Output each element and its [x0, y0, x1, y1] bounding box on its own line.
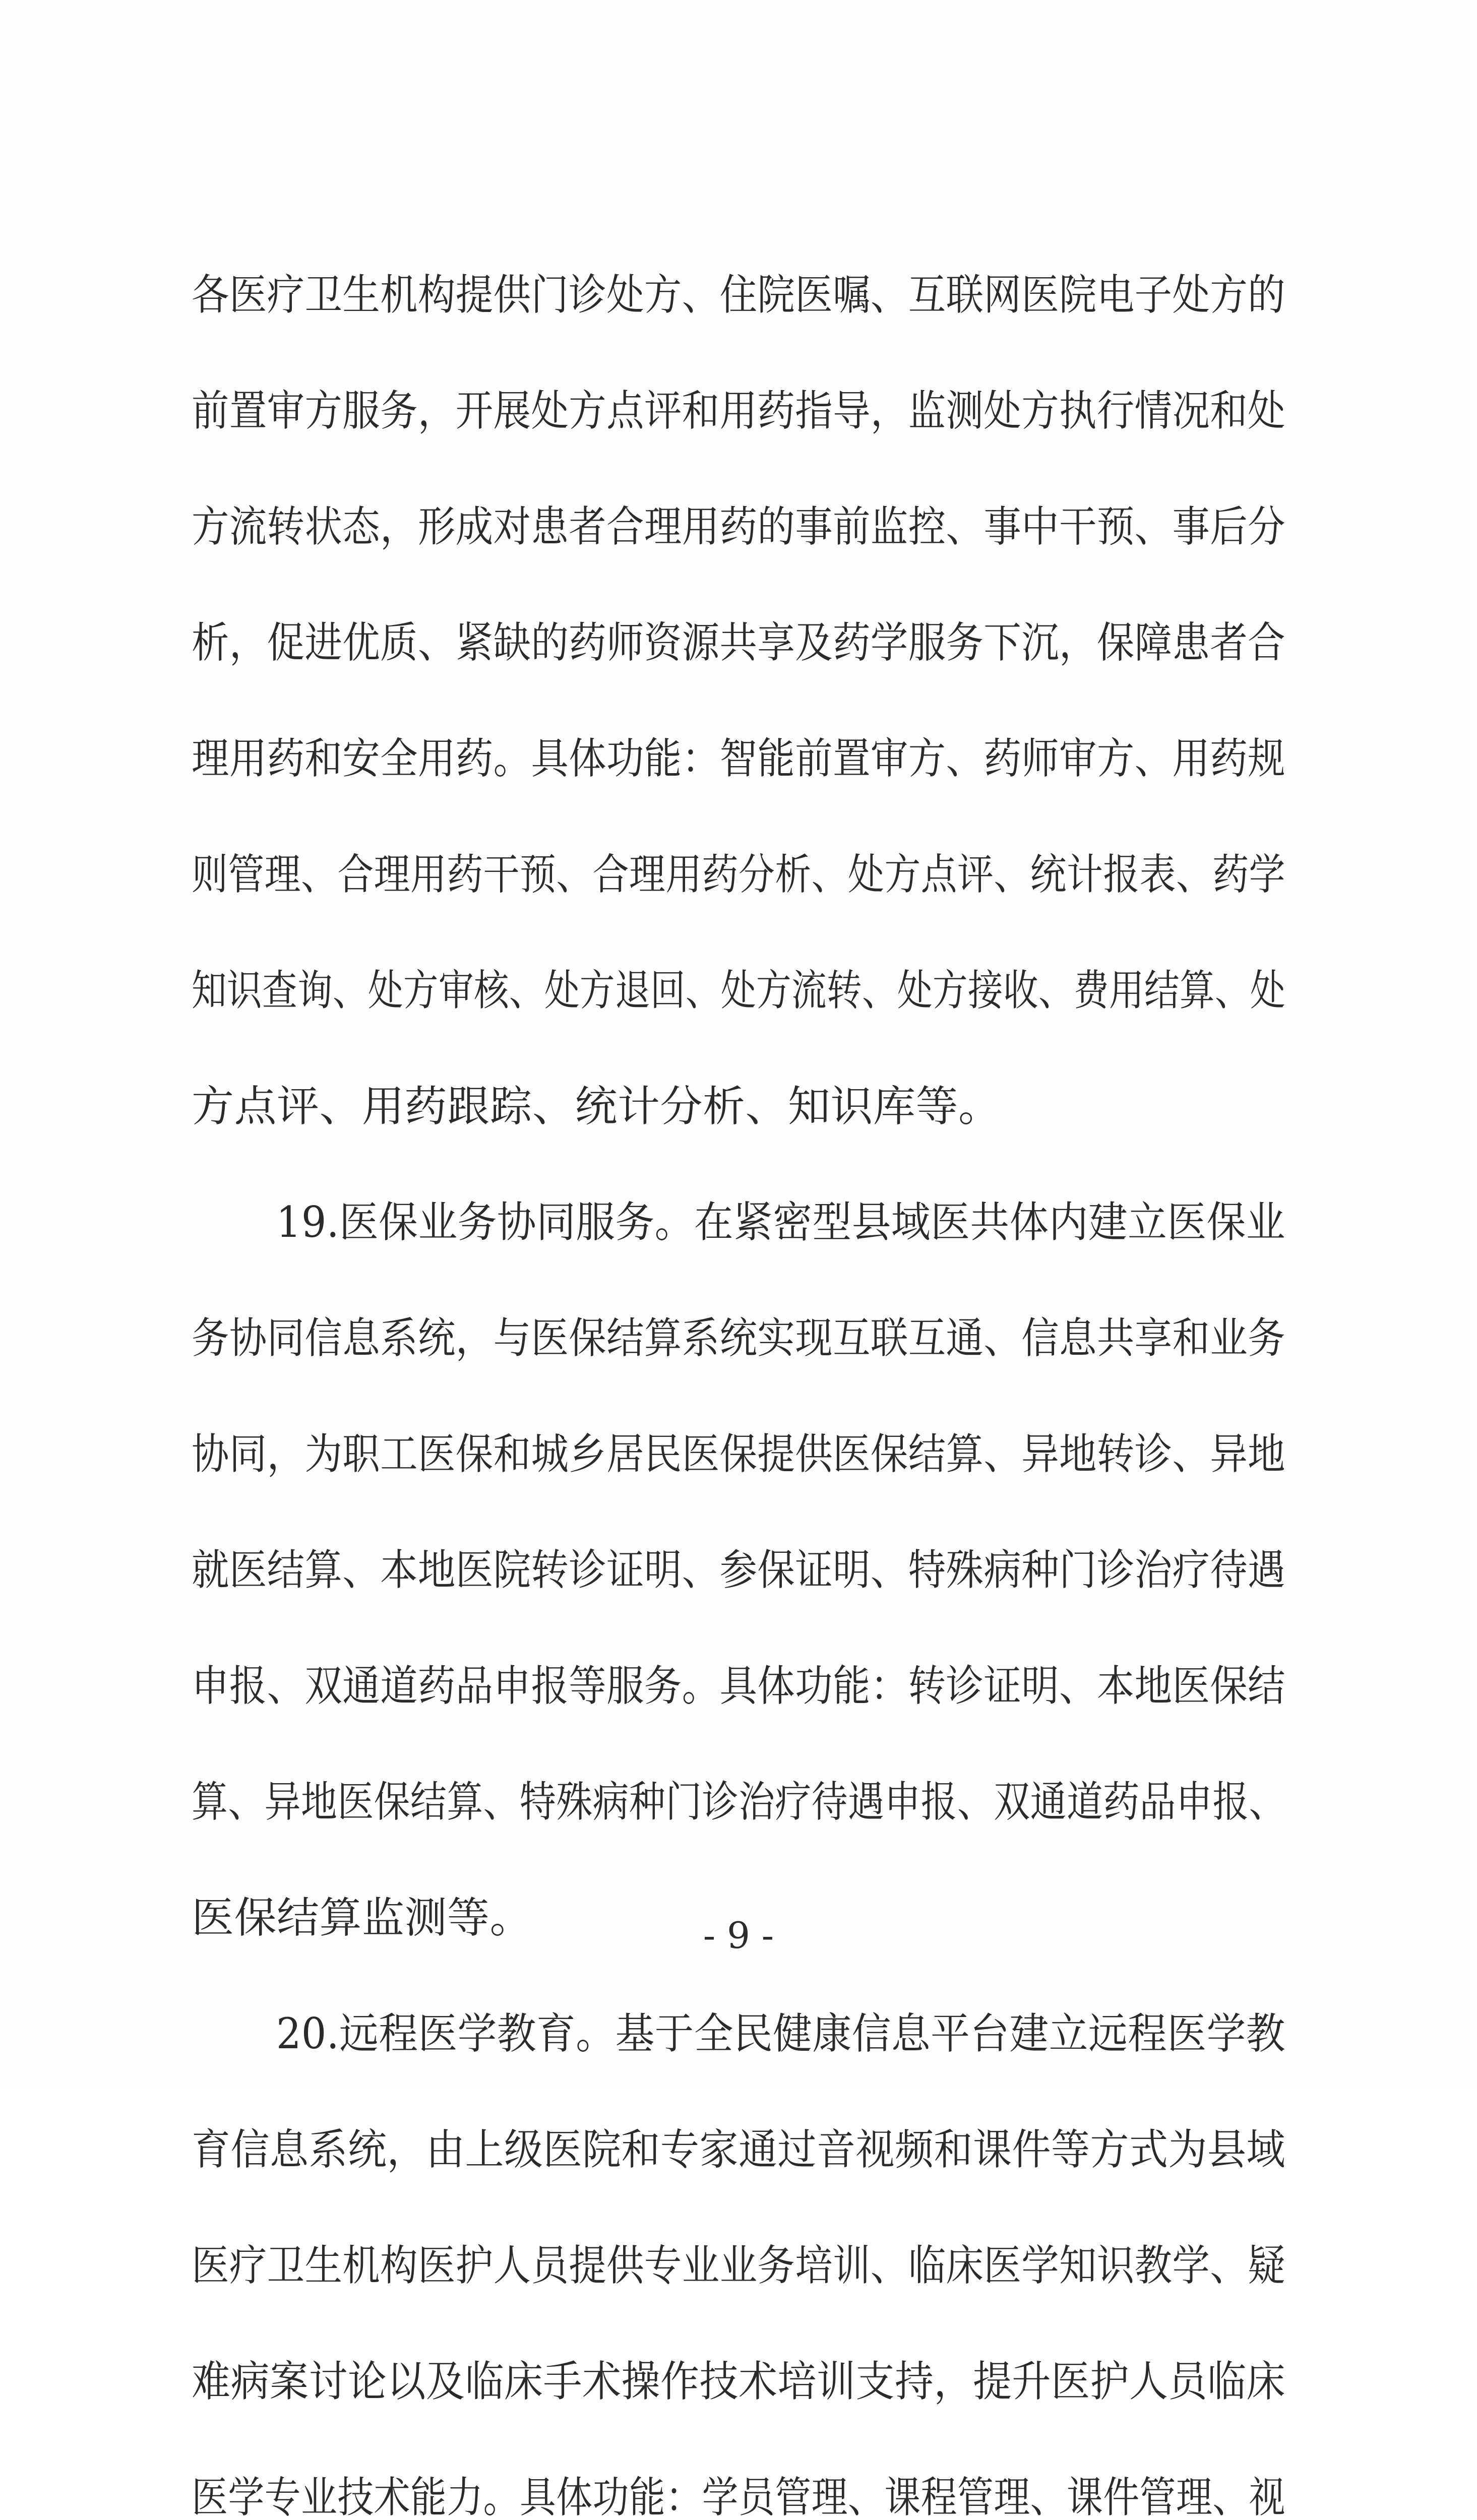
page-number: - 9 - [703, 1914, 774, 1957]
text-line [192, 932, 1285, 1048]
text-line [192, 2092, 1285, 2208]
text-line-content: 算、异地医保结算、特殊病种门诊治疗待遇申报、双通道药品申报、 [192, 1777, 1285, 1826]
text-line [192, 1628, 1285, 1744]
text-line-content: 协同，为职工医保和城乡居民医保提供医保结算、异地转诊、异地 [192, 1429, 1285, 1479]
text-line-content: 申报、双通道药品申报等服务。具体功能：转诊证明、本地医保结 [192, 1661, 1285, 1711]
text-line [192, 701, 1285, 816]
text-line [192, 585, 1285, 701]
text-line-content: 析，促进优质、紧缺的药师资源共享及药学服务下沉，保障患者合 [192, 618, 1285, 667]
text-line [192, 1744, 1285, 1860]
text-line [192, 2439, 1285, 2520]
text-line [192, 1280, 1285, 1396]
text-line-content: 医保结算监测等。 [192, 1893, 533, 1942]
text-line-content: 方流转状态，形成对患者合理用药的事前监控、事中干预、事后分 [192, 502, 1285, 551]
text-line [192, 1512, 1285, 1628]
text-line-content: 各医疗卫生机构提供门诊处方、住院医嘱、互联网医院电子处方的 [192, 270, 1285, 320]
text-line-content: 医学专业技术能力。具体功能：学员管理、课程管理、课件管理、视 [192, 2473, 1285, 2520]
paragraph-first-line [192, 1976, 1285, 2092]
text-line-content: 育信息系统，由上级医院和专家通过音视频和课件等方式为县域 [192, 2125, 1285, 2174]
text-line-content: 理用药和安全用药。具体功能：智能前置审方、药师审方、用药规 [192, 734, 1285, 783]
text-line-content: 20.远程医学教育。基于全民健康信息平台建立远程医学教 [276, 2009, 1285, 2058]
text-line-content: 前置审方服务，开展处方点评和用药指导，监测处方执行情况和处 [192, 386, 1285, 435]
text-line-content: 难病案讨论以及临床手术操作技术培训支持，提升医护人员临床 [192, 2357, 1285, 2406]
text-line [192, 816, 1285, 932]
text-line [192, 353, 1285, 469]
text-line [192, 469, 1285, 585]
text-line-content: 则管理、合理用药干预、合理用药分析、处方点评、统计报表、药学 [192, 850, 1285, 899]
text-line [192, 2323, 1285, 2439]
text-line [192, 1048, 1285, 1164]
text-line-content: 就医结算、本地医院转诊证明、参保证明、特殊病种门诊治疗待遇 [192, 1545, 1285, 1595]
body-text [192, 237, 1285, 2520]
text-line-content: 知识查询、处方审核、处方退回、处方流转、处方接收、费用结算、处 [192, 966, 1285, 1015]
paragraph-first-line [192, 1164, 1285, 1280]
text-line-content: 方点评、用药跟踪、统计分析、知识库等。 [192, 1082, 1001, 1131]
text-line [192, 2208, 1285, 2323]
text-line-content: 务协同信息系统，与医保结算系统实现互联互通、信息共享和业务 [192, 1313, 1285, 1363]
text-line [192, 237, 1285, 353]
text-line [192, 1396, 1285, 1512]
text-line-content: 医疗卫生机构医护人员提供专业业务培训、临床医学知识教学、疑 [192, 2241, 1285, 2290]
text-line-content: 19.医保业务协同服务。在紧密型县域医共体内建立医保业 [276, 1198, 1285, 1247]
